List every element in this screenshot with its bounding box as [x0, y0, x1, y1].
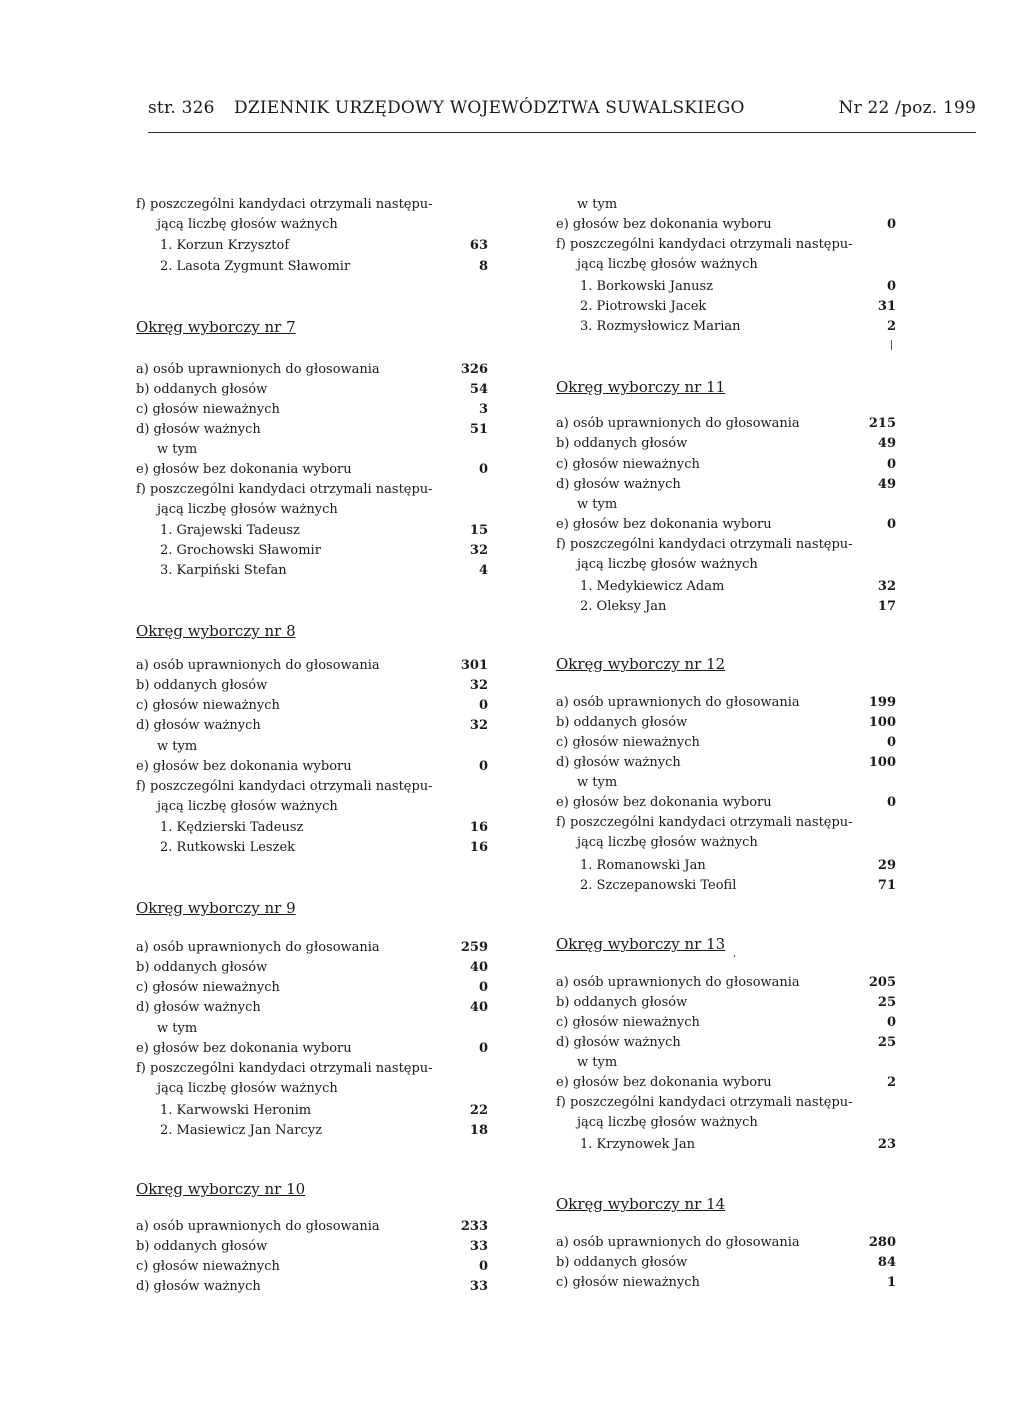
district-heading: Okręg wyborczy nr 8 — [136, 622, 296, 640]
including-label: w tym — [157, 1021, 198, 1036]
candidate-row: 2. Oleksy Jan 17 — [580, 599, 896, 614]
district-heading: Okręg wyborczy nr 9 — [136, 899, 296, 917]
valid-votes-row: d) głosów ważnych 51 — [136, 422, 488, 437]
eligible-voters-row: a) osób uprawnionych do głosowania 215 — [556, 416, 896, 431]
eligible-voters-row: a) osób uprawnionych do głosowania 205 — [556, 975, 896, 990]
candidates-intro: f) poszczególni kandydaci otrzymali następu- — [136, 482, 433, 497]
candidate-row: 2. Szczepanowski Teofil 71 — [580, 878, 896, 893]
district-heading: Okręg wyborczy nr 7 — [136, 318, 296, 336]
candidate-row: 1. Grajewski Tadeusz 15 — [160, 523, 488, 538]
candidate-row: 2. Rutkowski Leszek 16 — [160, 840, 488, 855]
no-choice-row: e) głosów bez dokonania wyboru 0 — [556, 517, 896, 532]
including-label: w tym — [157, 442, 198, 457]
invalid-votes-row: c) głosów nieważnych 0 — [556, 457, 896, 472]
candidates-intro-cont: jącą liczbę głosów ważnych — [157, 502, 338, 517]
page-number: str. 326 — [148, 98, 215, 118]
candidate-row: 2. Grochowski Sławomir 32 — [160, 543, 488, 558]
including-label: w tym — [577, 197, 618, 212]
invalid-votes-row: c) głosów nieważnych 0 — [556, 735, 896, 750]
candidates-intro-cont: jącą liczbę głosów ważnych — [157, 1081, 338, 1096]
district-heading: Okręg wyborczy nr 11 — [556, 378, 726, 396]
eligible-voters-row: a) osób uprawnionych do głosowania 301 — [136, 658, 488, 673]
valid-votes-row: d) głosów ważnych 100 — [556, 755, 896, 770]
candidates-intro: f) poszczególni kandydaci otrzymali następu- — [136, 779, 433, 794]
candidates-intro-cont: jącą liczbę głosów ważnych — [157, 799, 338, 814]
eligible-voters-row: a) osób uprawnionych do głosowania 280 — [556, 1235, 896, 1250]
invalid-votes-row: c) głosów nieważnych 1 — [556, 1275, 896, 1290]
candidate-row: 1. Medykiewicz Adam 32 — [580, 579, 896, 594]
candidates-intro-cont: jącą liczbę głosów ważnych — [577, 557, 758, 572]
votes-cast-row: b) oddanych głosów 100 — [556, 715, 896, 730]
journal-title: DZIENNIK URZĘDOWY WOJEWÓDZTWA SUWALSKIEGO — [234, 98, 745, 118]
candidate-row: 1. Korzun Krzysztof 63 — [160, 238, 488, 253]
district-heading: Okręg wyborczy nr 13 — [556, 935, 726, 953]
votes-cast-row: b) oddanych głosów 84 — [556, 1255, 896, 1270]
including-label: w tym — [157, 739, 198, 754]
candidate-row: 1. Borkowski Janusz 0 — [580, 279, 896, 294]
issue-position: Nr 22 /poz. 199 — [838, 98, 976, 118]
candidates-intro-cont: jącą liczbę głosów ważnych — [157, 217, 338, 232]
including-label: w tym — [577, 775, 618, 790]
votes-cast-row: b) oddanych głosów 32 — [136, 678, 488, 693]
district-heading: Okręg wyborczy nr 12 — [556, 655, 726, 673]
candidates-intro-cont: jącą liczbę głosów ważnych — [577, 1115, 758, 1130]
no-choice-row: e) głosów bez dokonania wyboru 0 — [136, 759, 488, 774]
invalid-votes-row: c) głosów nieważnych 3 — [136, 402, 488, 417]
invalid-votes-row: c) głosów nieważnych 0 — [136, 980, 488, 995]
page-header — [148, 98, 976, 128]
candidate-row: 2. Piotrowski Jacek 31 — [580, 299, 896, 314]
invalid-votes-row: c) głosów nieważnych 0 — [136, 698, 488, 713]
candidates-intro: f) poszczególni kandydaci otrzymali następu- — [136, 197, 433, 212]
header-rule — [148, 132, 976, 133]
district-heading: Okręg wyborczy nr 10 — [136, 1180, 306, 1198]
votes-cast-row: b) oddanych głosów 40 — [136, 960, 488, 975]
candidate-row: 2. Masiewicz Jan Narcyz 18 — [160, 1123, 488, 1138]
candidates-intro: f) poszczególni kandydaci otrzymali następu- — [556, 537, 853, 552]
votes-cast-row: b) oddanych głosów 54 — [136, 382, 488, 397]
invalid-votes-row: c) głosów nieważnych 0 — [136, 1259, 488, 1274]
candidates-intro: f) poszczególni kandydaci otrzymali następu- — [136, 1061, 433, 1076]
candidate-row: 3. Rozmysłowicz Marian 2 — [580, 319, 896, 334]
stray-mark: , — [733, 948, 737, 959]
no-choice-row: e) głosów bez dokonania wyboru 0 — [136, 1041, 488, 1056]
no-choice-row: e) głosów bez dokonania wyboru 0 — [556, 217, 896, 232]
candidate-row: 1. Krzynowek Jan 23 — [580, 1137, 896, 1152]
eligible-voters-row: a) osób uprawnionych do głosowania 233 — [136, 1219, 488, 1234]
stray-mark — [891, 340, 892, 350]
votes-cast-row: b) oddanych głosów 25 — [556, 995, 896, 1010]
candidate-row: 1. Kędzierski Tadeusz 16 — [160, 820, 488, 835]
no-choice-row: e) głosów bez dokonania wyboru 0 — [556, 795, 896, 810]
eligible-voters-row: a) osób uprawnionych do głosowania 326 — [136, 362, 488, 377]
including-label: w tym — [577, 1055, 618, 1070]
including-label: w tym — [577, 497, 618, 512]
candidate-row: 1. Karwowski Heronim 22 — [160, 1103, 488, 1118]
district-heading: Okręg wyborczy nr 14 — [556, 1195, 726, 1213]
candidates-intro: f) poszczególni kandydaci otrzymali następu- — [556, 237, 853, 252]
votes-cast-row: b) oddanych głosów 49 — [556, 436, 896, 451]
eligible-voters-row: a) osób uprawnionych do głosowania 259 — [136, 940, 488, 955]
candidate-row: 2. Lasota Zygmunt Sławomir 8 — [160, 259, 488, 274]
valid-votes-row: d) głosów ważnych 49 — [556, 477, 896, 492]
valid-votes-row: d) głosów ważnych 25 — [556, 1035, 896, 1050]
candidates-intro: f) poszczególni kandydaci otrzymali następu- — [556, 815, 853, 830]
valid-votes-row: d) głosów ważnych 33 — [136, 1279, 488, 1294]
candidates-intro: f) poszczególni kandydaci otrzymali następu- — [556, 1095, 853, 1110]
candidate-row: 3. Karpiński Stefan 4 — [160, 563, 488, 578]
valid-votes-row: d) głosów ważnych 32 — [136, 718, 488, 733]
candidate-row: 1. Romanowski Jan 29 — [580, 858, 896, 873]
valid-votes-row: d) głosów ważnych 40 — [136, 1000, 488, 1015]
votes-cast-row: b) oddanych głosów 33 — [136, 1239, 488, 1254]
invalid-votes-row: c) głosów nieważnych 0 — [556, 1015, 896, 1030]
no-choice-row: e) głosów bez dokonania wyboru 2 — [556, 1075, 896, 1090]
eligible-voters-row: a) osób uprawnionych do głosowania 199 — [556, 695, 896, 710]
candidates-intro-cont: jącą liczbę głosów ważnych — [577, 257, 758, 272]
no-choice-row: e) głosów bez dokonania wyboru 0 — [136, 462, 488, 477]
candidates-intro-cont: jącą liczbę głosów ważnych — [577, 835, 758, 850]
